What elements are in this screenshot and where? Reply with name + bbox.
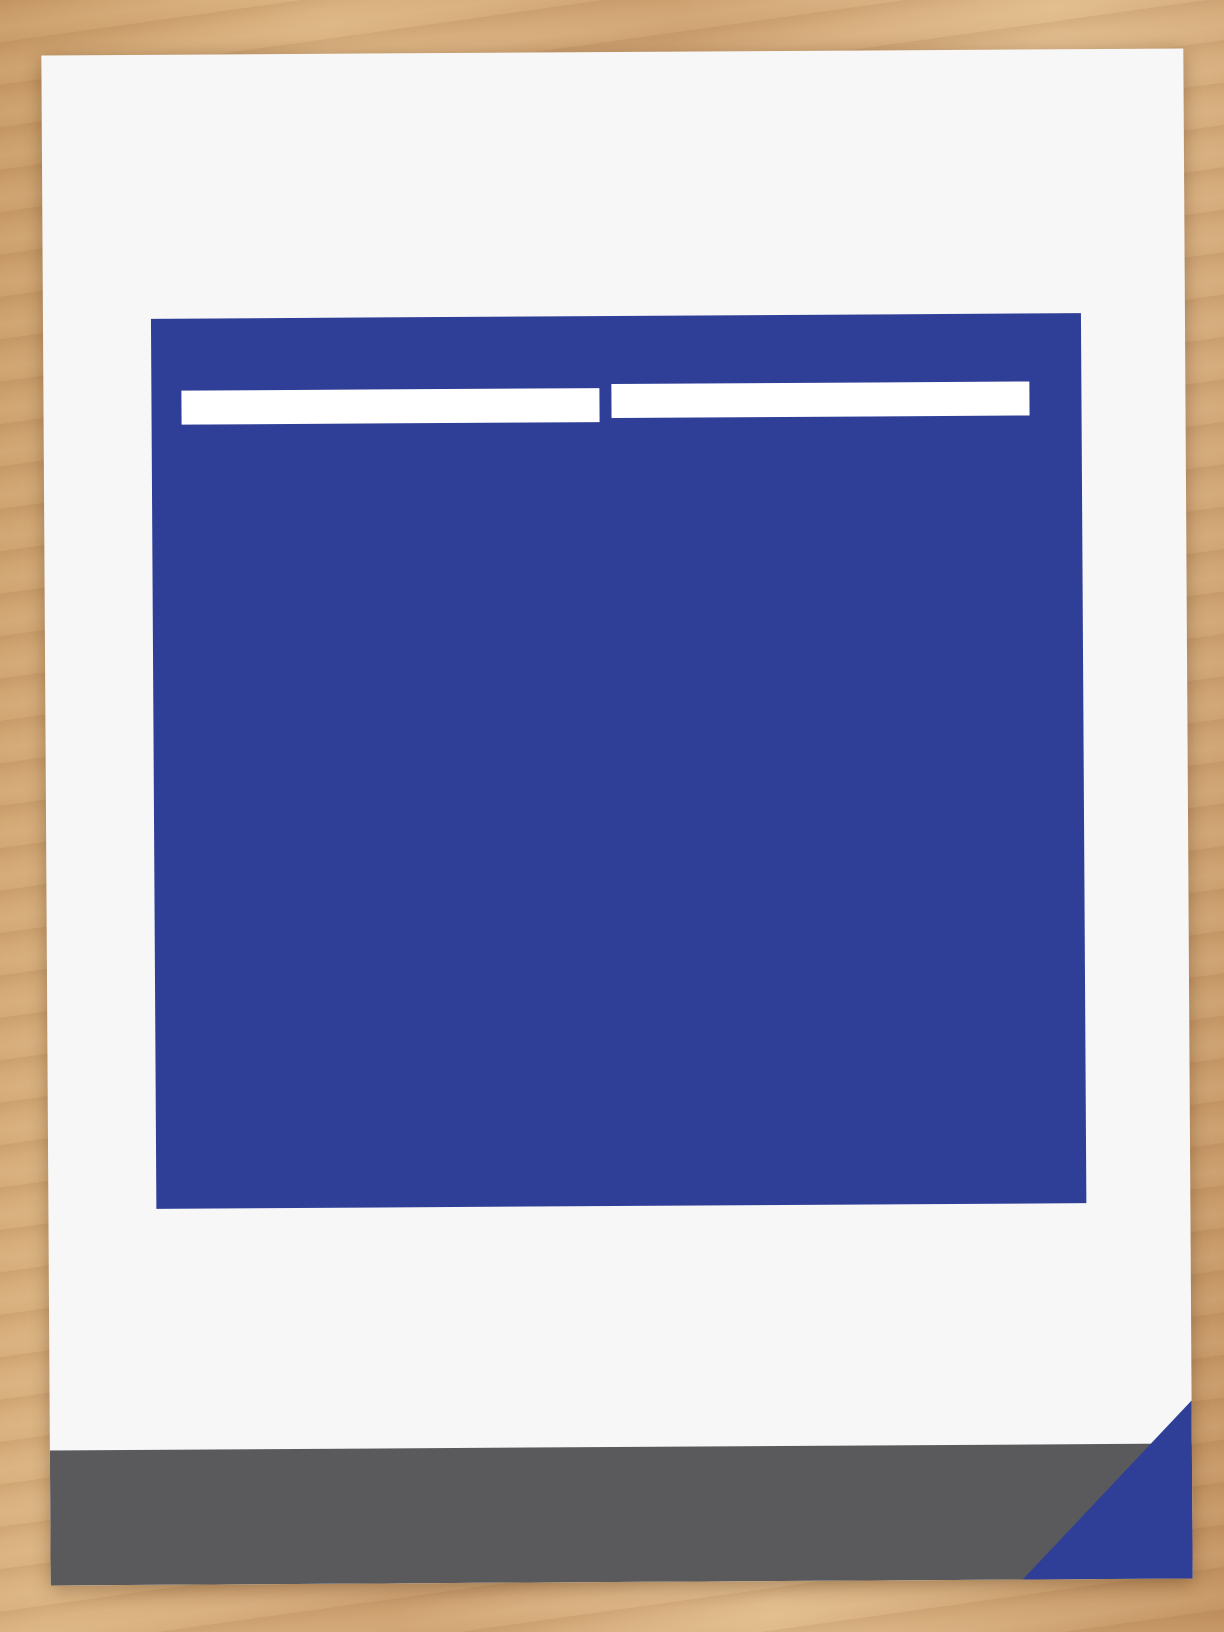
sae-header-tap (611, 400, 779, 401)
standard-line (148, 1214, 908, 1219)
metric-header-tap (181, 407, 338, 408)
standard-line (148, 1214, 908, 1219)
footer-accent-triangle (1022, 1401, 1193, 1580)
standard-line (148, 1214, 908, 1219)
metric-table (181, 388, 599, 425)
sae-table-header (611, 381, 1029, 418)
metric-header-drill-bit (339, 406, 484, 407)
sae-header-die (917, 399, 1017, 400)
standard-line (148, 1214, 908, 1219)
metric-header-die (484, 405, 599, 406)
sae-table (611, 381, 1029, 418)
top-layer-list (188, 1075, 1056, 1080)
standard-line (148, 1214, 908, 1219)
instruction-sheet (41, 49, 1192, 1586)
standard-heading (148, 1210, 908, 1215)
metric-table-header (181, 388, 599, 425)
contents-panel (151, 313, 1086, 1209)
sae-header-drill-bit (779, 399, 917, 400)
standard-section (148, 1210, 908, 1219)
